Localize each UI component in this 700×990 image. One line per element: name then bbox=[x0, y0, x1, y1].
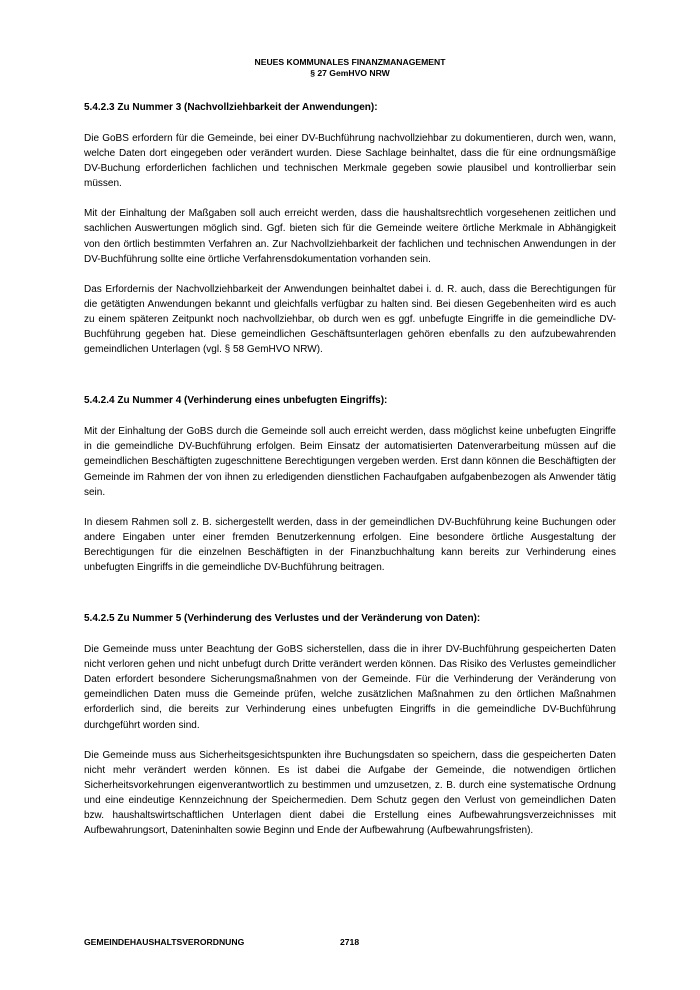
section-divider bbox=[84, 590, 616, 612]
section-5-4-2-3 bbox=[84, 101, 616, 357]
paragraph: Mit der Einhaltung der GoBS durch die Gemeinde soll auch erreicht werden, dass möglichst keine unbefugten Eingriffe in die gemeindliche DV-Buchführung erfolgen. Beim Einsatz der automatisierten Datenverarbeitung müssen auf die gemeindlichen Beschäftigten zugeschnittene Berechtigungen vergeben werden. Erst dann können die Beschäftigten der Gemeinde im Rahmen der von ihnen zu erledigenden dienstlichen Fachaufgaben aufgabenbezogen als Anwender tätig sein. bbox=[84, 426, 616, 498]
paragraph: Die Gemeinde muss aus Sicherheitsgesichtspunkten ihre Buchungsdaten so speichern, dass die gespeicherten Daten nicht mehr verändert werden können. Es ist dabei die Aufgabe der Gemeinde, die notwendigen örtlichen Sicherheitsvorkehrungen eigenverantwortlich zu bestimmen und umzusetzen, z. B. durch eine systematische Ordnung und eine eindeutige Kennzeichnung der Speichermedien. Dem Schutz gegen den Verlust von gemeindlichen Daten bzw. haushaltswirtschaftlichen Unterlagen dient dabei die Erstellung eines Aufbewahrungsverzeichnisses mit Aufbewahrungsort, Dateninhalten sowie Beginn und Ende der Aufbewahrung (Aufbewahrungsfristen). bbox=[84, 749, 616, 837]
footer-title: GEMEINDEHAUSHALTSVERORDNUNG bbox=[84, 937, 245, 947]
paragraph: Die Gemeinde muss unter Beachtung der GoBS sicherstellen, dass die in ihrer DV-Buchführung gespeicherten Daten nicht verloren gehen und nicht unbefugt durch Dritte verändert werden können. Das Risiko des Verlustes gemeindlicher Daten erfordert besondere Sicherungsmaßnahmen von der Gemeinde. Für die Verhinderung der Veränderung von gemeindlichen Daten muss die Gemeinde prüfen, welche zusätzlichen Maßnahmen zu den örtlichen Maßnahmen erforderlich sind, die bereits zur Verhinderung eines unbefugten Eingriffs in die gemeindliche DV-Buchführung durchgeführt worden sind. bbox=[84, 644, 616, 731]
page-header bbox=[0, 57, 700, 79]
section-heading: 5.4.2.4 Zu Nummer 4 (Verhinderung eines unbefugten Eingriffs): bbox=[84, 395, 388, 407]
section-heading: 5.4.2.5 Zu Nummer 5 (Verhinderung des Verlustes und der Veränderung von Daten): bbox=[84, 613, 481, 625]
paragraph: In diesem Rahmen soll z. B. sichergestellt werden, dass in der gemeindlichen DV-Buchführung keine Buchungen oder andere Eingaben unter einer fremden Benutzerkennung erfolgen. Eine besondere örtliche Ausgestaltung der Berechtigungen für die einzelnen Beschäftigten in der Finanzbuchhaltung kann bereits zur Verhinderung eines unbefugten Eingriffs in die gemeindliche DV-Buchführung beitragen. bbox=[84, 516, 616, 573]
section-5-4-2-5 bbox=[84, 612, 616, 838]
paragraph: Mit der Einhaltung der Maßgaben soll auch erreicht werden, dass die haushaltsrechtlich vorgesehenen zeitlichen und sachlichen Auswertungen möglich sind. Ggf. bieten sich für die Gemeinde weitere örtliche Merkmale in Abhängigkeit von den örtlich bestimmten Verfahren an. Zur Nachvollziehbarkeit der fachlichen und technischen Anwendungen in der DV-Buchführung sollte eine örtliche Verfahrensdokumentation vorhanden sein. bbox=[84, 208, 616, 265]
main-content bbox=[84, 101, 616, 853]
paragraph: Die GoBS erfordern für die Gemeinde, bei einer DV-Buchführung nachvollziehbar zu dokumentieren, durch wen, wann, welche Daten dort eingegeben oder verändert wurden. Diese Sachlage beinhaltet, dass die für eine ordnungsmäßige DV-Buchung erforderlichen fachlichen und technischen Merkmale gegeben sowie plausibel und kontrollierbar sein müssen. bbox=[84, 133, 616, 190]
section-divider bbox=[84, 372, 616, 394]
section-5-4-2-4 bbox=[84, 394, 616, 575]
header-title: NEUES KOMMUNALES FINANZMANAGEMENT bbox=[254, 57, 446, 67]
header-subtitle: § 27 GemHVO NRW bbox=[310, 68, 390, 78]
page-number: 2718 bbox=[340, 937, 360, 947]
paragraph: Das Erfordernis der Nachvollziehbarkeit der Anwendungen beinhaltet dabei i. d. R. auch, dass die Berechtigungen für die getätigten Anwendungen bekannt und gleichfalls verfügbar zu halten sind. Bei diesen Gegebenheiten wird es auch zu einem späteren Zeitpunkt noch nachvollziehbar, ob durch wen es ggf. unbefugte Eingriffe in die gemeindliche DV-Buchführung gegeben hat. Diese gemeindlichen Geschäftsunterlagen gehören ebenfalls zu den aufzubewahrenden gemeindlichen Unterlagen (vgl. § 58 GemHVO NRW). bbox=[84, 283, 616, 356]
section-heading: 5.4.2.3 Zu Nummer 3 (Nachvollziehbarkeit der Anwendungen): bbox=[84, 102, 378, 113]
